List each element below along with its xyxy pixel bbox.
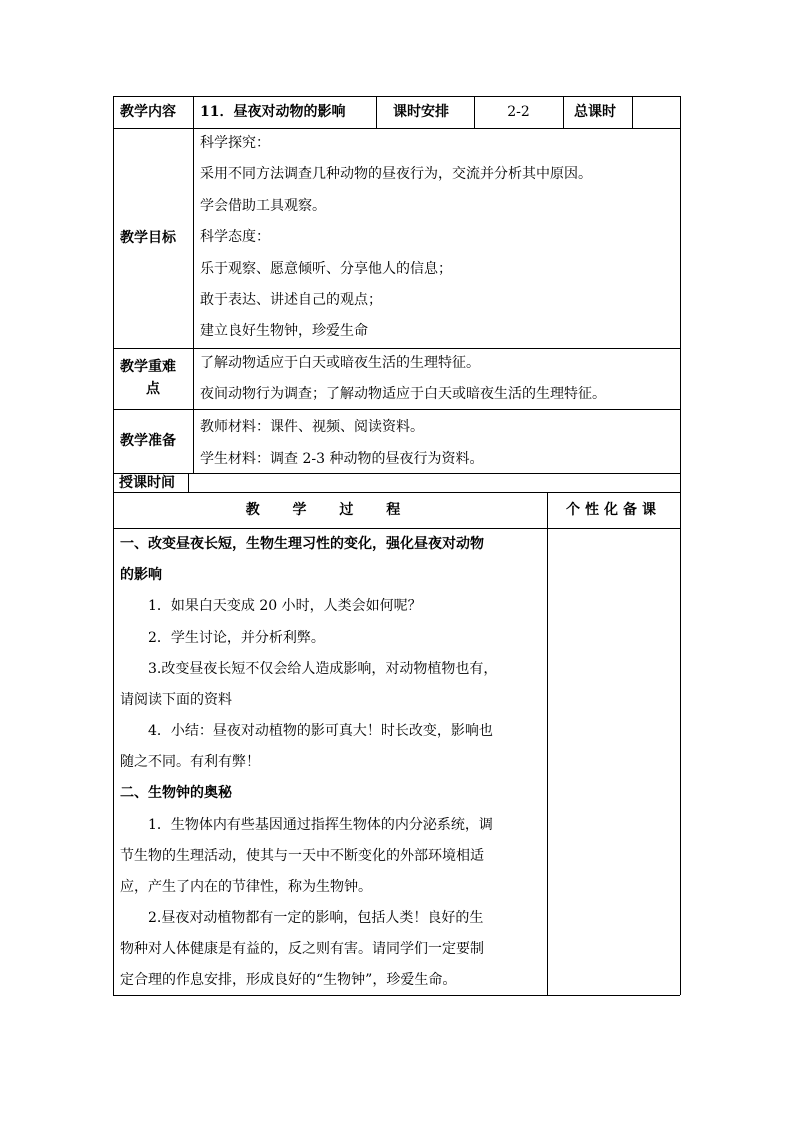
row-divider-key-points	[113, 348, 680, 349]
label-preparation: 教学准备	[120, 433, 176, 449]
process-line: 1．如果白天变成 20 小时，人类会如何呢？	[148, 598, 422, 614]
process-line: 2．学生讨论，并分析利弊。	[148, 630, 325, 646]
header-divider-3	[563, 96, 564, 128]
process-line: 节生物的生理活动，使其与一天中不断变化的外部环境相适	[120, 848, 484, 864]
label-objectives: 教学目标	[120, 230, 176, 246]
label-key-points: 教学重难	[120, 359, 176, 375]
objective-line: 乐于观察、愿意倾听、分享他人的信息；	[200, 261, 452, 277]
lesson-title: 11．昼夜对动物的影响	[200, 104, 346, 120]
objective-line: 建立良好生物钟，珍爱生命	[200, 323, 368, 339]
section-heading: 的影响	[120, 567, 162, 583]
process-line: 3.改变昼夜长短不仅会给人造成影响，对动物植物也有，	[148, 661, 498, 677]
objective-line: 敢于表达、讲述自己的观点；	[200, 292, 382, 308]
row-divider-preparation	[113, 409, 680, 410]
objective-line: 学会借助工具观察。	[200, 198, 326, 214]
table-border-top	[113, 96, 680, 97]
process-column-divider	[547, 492, 548, 995]
preparation-line: 教师材料：课件、视频、阅读资料。	[200, 419, 424, 435]
label-teaching-content: 教学内容	[120, 104, 176, 120]
section-heading: 二、生物钟的奥秘	[120, 785, 232, 801]
objective-line: 科学态度：	[200, 229, 270, 245]
section-heading: 一、改变昼夜长短，生物生理习性的变化，强化昼夜对动物	[120, 536, 484, 552]
time-label-divider	[188, 473, 189, 492]
process-line: 2.昼夜对动植物都有一定的影响，包括人类！良好的生	[148, 910, 484, 926]
process-line: 物种对人体健康是有益的，反之则有害。请同学们一定要制	[120, 941, 484, 957]
label-key-points-cont: 点	[146, 381, 160, 397]
process-line: 请阅读下面的资料	[120, 692, 232, 708]
process-header: 教 学 过 程	[245, 502, 415, 518]
schedule-value: 2-2	[507, 104, 530, 120]
process-line: 4．小结：昼夜对动植物的影可真大！时长改变，影响也	[148, 723, 493, 739]
table-border-right	[680, 96, 681, 995]
row-divider-objectives	[113, 128, 680, 129]
process-line: 应，产生了内在的节律性，称为生物钟。	[120, 879, 372, 895]
key-point-line: 夜间动物行为调查；了解动物适应于白天或暗夜生活的生理特征。	[200, 386, 606, 402]
key-point-line: 了解动物适应于白天或暗夜生活的生理特征。	[200, 355, 480, 371]
row-divider-process-header	[113, 492, 680, 493]
process-line: 随之不同。有利有弊！	[120, 754, 260, 770]
process-line: 定合理的作息安排，形成良好的“生物钟”，珍爱生命。	[120, 972, 457, 988]
header-divider-4	[632, 96, 633, 128]
row-divider-process-body	[113, 528, 680, 529]
header-divider-1	[376, 96, 377, 128]
table-border-left	[113, 96, 114, 995]
row-divider-time	[113, 473, 680, 474]
label-teaching-time: 授课时间	[119, 475, 175, 491]
objective-line: 科学探究：	[200, 135, 270, 151]
process-line: 1．生物体内有些基因通过指挥生物体的内分泌系统，调	[148, 817, 493, 833]
preparation-line: 学生材料：调查 2-3 种动物的昼夜行为资料。	[200, 451, 484, 467]
label-column-divider	[193, 96, 194, 473]
table-border-bottom	[113, 995, 680, 996]
objective-line: 采用不同方法调查几种动物的昼夜行为，交流并分析其中原因。	[200, 166, 592, 182]
label-total-hours: 总课时	[574, 104, 616, 120]
label-schedule: 课时安排	[393, 104, 449, 120]
personal-prep-header: 个性化备课	[566, 502, 661, 518]
